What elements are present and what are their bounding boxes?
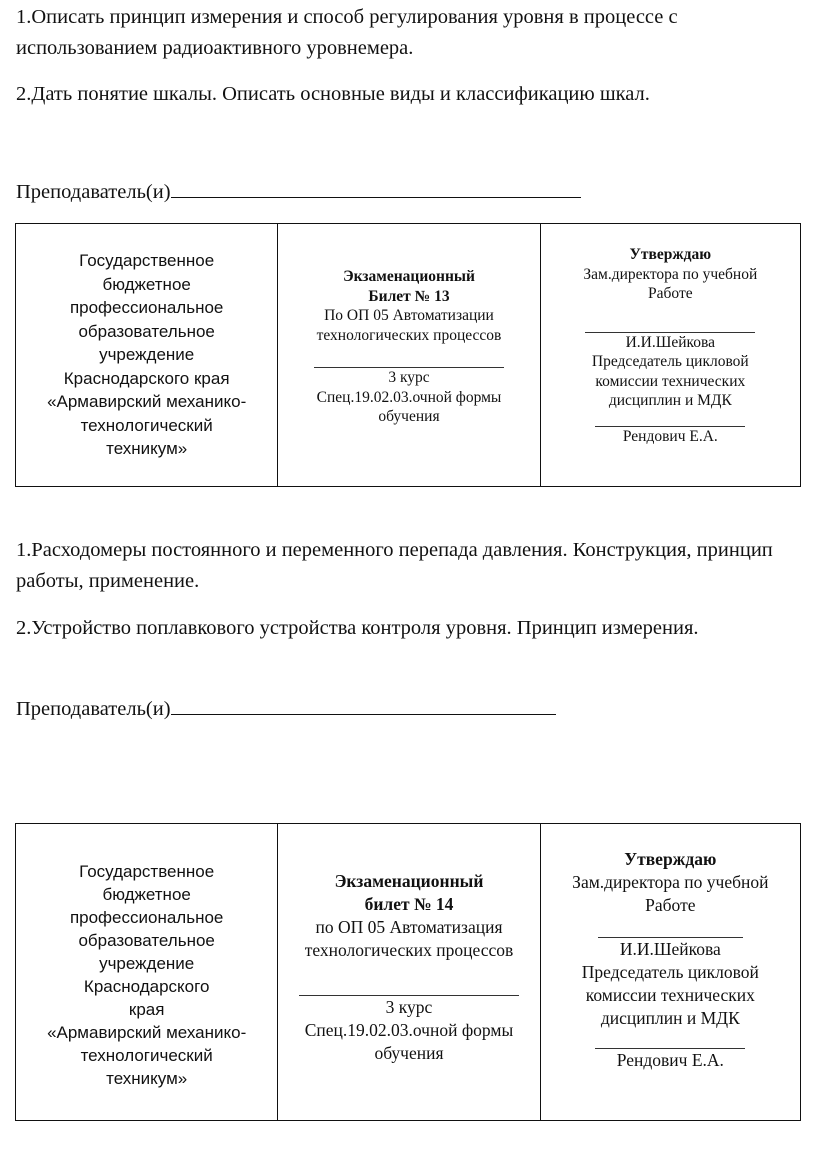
institution-line: бюджетное [102, 274, 191, 294]
course-label: 3 курс [388, 369, 430, 386]
chair-name: Рендович Е.А. [616, 1050, 724, 1070]
institution-line: технологический [80, 1046, 213, 1065]
specialty-line: Спец.19.02.03.очной формы [304, 1020, 514, 1040]
institution-line: технологический [80, 415, 213, 435]
institution-line: профессиональное [69, 298, 224, 318]
ticket-number: билет № 14 [364, 894, 454, 914]
ticket-number: Билет № 13 [368, 287, 450, 305]
ticket-title: Экзаменационный [334, 871, 484, 891]
ticket-title: Экзаменационный [343, 268, 475, 285]
subject-line: по ОП 05 Автоматизация [315, 917, 503, 937]
approval-cell [540, 824, 800, 1120]
institution-line: учреждение [99, 954, 195, 973]
chair-line: Председатель цикловой [581, 962, 759, 982]
chair-line: комиссии технических [585, 985, 755, 1005]
approve-role: Зам.директора по учебной [572, 872, 769, 892]
signature-line [595, 411, 745, 427]
approve-heading: Утверждаю [629, 246, 712, 263]
approver-name: И.И.Шейкова [625, 333, 716, 351]
course-label: 3 курс [385, 997, 433, 1017]
approver-name: И.И.Шейкова [619, 939, 721, 959]
signature-line [585, 304, 755, 333]
signature-line [595, 1030, 745, 1049]
chair-line: дисциплин и МДК [608, 392, 732, 409]
teacher-signature-label: Преподаватель(и) [16, 181, 171, 203]
divider-line [299, 962, 519, 996]
chair-line: комиссии технических [595, 372, 746, 390]
chair-line: Председатель цикловой [591, 353, 749, 370]
institution-cell [16, 824, 277, 1120]
institution-line: техникум» [106, 1069, 188, 1088]
subject-line: По ОП 05 Автоматизации [324, 307, 494, 324]
institution-line: Государственное [79, 862, 215, 881]
question-2: 2.Дать понятие шкалы. Описать основные виды и классификацию шкал. [16, 83, 650, 105]
institution-line: учреждение [99, 345, 195, 365]
approve-role: Зам.директора по учебной [583, 265, 758, 283]
question-2: 2.Устройство поплавкового устройства контроля уровня. Принцип измерения. [16, 617, 699, 639]
ticket-13-header [15, 223, 801, 487]
teacher-signature-row [16, 692, 556, 725]
institution-line: Государственное [79, 251, 215, 271]
institution-line: края [128, 1000, 165, 1019]
institution-line: профессиональное [69, 908, 224, 927]
ticket-info-cell [277, 824, 539, 1120]
chair-line: дисциплин и МДК [600, 1008, 740, 1028]
teacher-signature-label: Преподаватель(и) [16, 698, 171, 720]
signature-line [171, 175, 581, 198]
institution-line: бюджетное [102, 885, 191, 904]
subject-line: технологических процессов [304, 940, 514, 960]
subject-line: технологических процессов [316, 326, 502, 344]
chair-name: Рендович Е.А. [622, 427, 718, 445]
question-1: 1.Расходомеры постоянного и переменного перепада давления. Конструкция, принцип работы, применение. [16, 539, 773, 592]
specialty-line: Спец.19.02.03.очной формы [316, 388, 502, 406]
divider-line [314, 345, 504, 368]
institution-line: «Армавирский механико- [47, 1023, 247, 1042]
approve-role: Работе [645, 895, 696, 915]
institution-line: техникум» [106, 439, 188, 459]
institution-line: образовательное [78, 931, 215, 950]
approval-cell [540, 224, 800, 486]
institution-line: Краснодарского [83, 977, 210, 996]
signature-line [598, 917, 743, 938]
specialty-line: обучения [378, 408, 440, 425]
approve-role: Работе [648, 285, 693, 302]
ticket-14-header [15, 823, 801, 1121]
signature-line [171, 692, 556, 715]
institution-cell [16, 224, 277, 486]
specialty-line: обучения [374, 1043, 444, 1063]
question-1: 1.Описать принцип измерения и способ регулирования уровня в процессе с использованием радиоактивного уровнемера. [16, 6, 678, 59]
institution-line: «Армавирский механико- [47, 392, 247, 412]
ticket-info-cell [277, 224, 539, 486]
institution-line: образовательное [78, 321, 215, 341]
approve-heading: Утверждаю [624, 849, 717, 869]
teacher-signature-row [16, 175, 581, 208]
institution-line: Краснодарского края [63, 368, 230, 388]
